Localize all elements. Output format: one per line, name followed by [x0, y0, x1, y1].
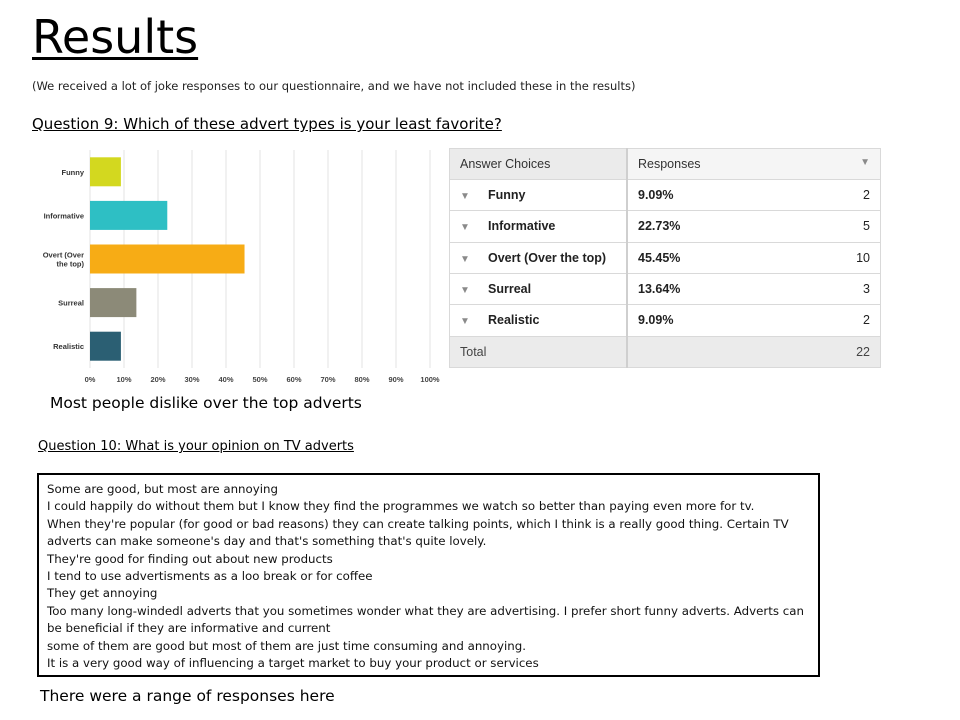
total-label: Total [450, 336, 628, 367]
choice-label: Overt (Over the top) [488, 250, 607, 265]
choice-label: Informative [488, 219, 556, 234]
x-tick-label: 60% [286, 375, 302, 384]
x-tick-label: 50% [252, 375, 268, 384]
expand-caret-icon[interactable]: ▼ [460, 191, 470, 203]
table-row [450, 180, 881, 211]
percent-cell: 13.64% [627, 273, 791, 304]
percent-cell: 22.73% [627, 211, 791, 242]
response-item: some of them are good but most of them are just time consuming and annoying. [47, 638, 526, 653]
sort-caret-icon[interactable]: ▼ [860, 157, 870, 168]
choice-cell [450, 305, 628, 336]
bar [90, 332, 121, 361]
count-cell: 3 [791, 273, 880, 304]
bar [90, 157, 121, 186]
count-cell: 2 [791, 305, 880, 336]
response-item: They get annoying [47, 586, 158, 601]
response-item: Too many long-windedl adverts that you sometimes wonder what they are advertising. I prefer short funny adverts. Adverts can be beneficial if they are informative and current [47, 603, 804, 636]
count-cell: 10 [791, 242, 880, 273]
response-item: I could happily do without them but I know they find the programmes we watch so better than paying even more for tv. [47, 499, 755, 514]
answer-choices-header[interactable]: Answer Choices [450, 149, 628, 180]
question-10-title: Question 10: What is your opinion on TV adverts [38, 439, 354, 454]
x-tick-label: 20% [150, 375, 166, 384]
choice-label: Surreal [488, 282, 532, 297]
responses-header[interactable]: Responses ▼ [627, 149, 881, 180]
x-tick-label: 0% [84, 375, 96, 384]
response-item: It is a very good way of influencing a target market to buy your product or services [47, 656, 539, 671]
total-row [450, 336, 881, 367]
total-value: 22 [791, 336, 880, 367]
category-label: Funny [61, 167, 84, 177]
choice-label: Realistic [488, 313, 540, 328]
question-9-title: Question 9: Which of these advert types is your least favorite? [32, 115, 502, 133]
table-row [450, 211, 881, 242]
question-9-caption: Most people dislike over the top adverts [50, 394, 362, 412]
question-10-caption: There were a range of responses here [40, 687, 335, 705]
bar [90, 288, 136, 317]
bar [90, 201, 167, 230]
x-tick-label: 30% [184, 375, 200, 384]
table-row [450, 273, 881, 304]
percent-cell: 9.09% [627, 305, 791, 336]
category-label: Overt (Over [42, 250, 84, 260]
choice-cell [450, 242, 628, 273]
count-cell: 5 [791, 211, 880, 242]
x-tick-label: 100% [420, 375, 440, 384]
x-tick-label: 40% [218, 375, 234, 384]
count-cell: 2 [791, 180, 880, 211]
expand-caret-icon[interactable]: ▼ [460, 253, 470, 265]
response-item: When they're popular (for good or bad reasons) they can create talking points, which I think is a really good thing. Certain TV adverts can make someone's day and that's something that's quite lovely. [47, 516, 789, 549]
choice-cell [450, 273, 628, 304]
choice-cell [450, 211, 628, 242]
table-row [450, 242, 881, 273]
expand-caret-icon[interactable]: ▼ [460, 316, 470, 328]
question-9-bar-chart [30, 146, 440, 390]
category-label: Informative [43, 211, 84, 221]
category-label: the top) [56, 259, 84, 269]
bar [90, 245, 245, 274]
expand-caret-icon[interactable]: ▼ [460, 285, 470, 297]
question-9-results-table [449, 148, 881, 368]
percent-cell: 9.09% [627, 180, 791, 211]
category-label: Realistic [53, 342, 84, 352]
choice-cell [450, 180, 628, 211]
response-item: I tend to use advertisments as a loo break or for coffee [47, 569, 373, 584]
x-tick-label: 10% [116, 375, 132, 384]
response-item: They're good for finding out about new products [47, 551, 333, 566]
x-tick-label: 90% [388, 375, 404, 384]
category-label: Surreal [58, 298, 84, 308]
percent-cell: 45.45% [627, 242, 791, 273]
page-title: Results [32, 10, 199, 64]
results-note: (We received a lot of joke responses to our questionnaire, and we have not included these in the results) [32, 79, 636, 93]
choice-label: Funny [488, 188, 526, 203]
table-row [450, 305, 881, 336]
x-tick-label: 80% [354, 375, 370, 384]
table-header-row [450, 149, 881, 180]
x-tick-label: 70% [320, 375, 336, 384]
response-item: Some are good, but most are annoying [47, 482, 278, 496]
question-10-responses-box [37, 473, 820, 677]
expand-caret-icon[interactable]: ▼ [460, 222, 470, 234]
